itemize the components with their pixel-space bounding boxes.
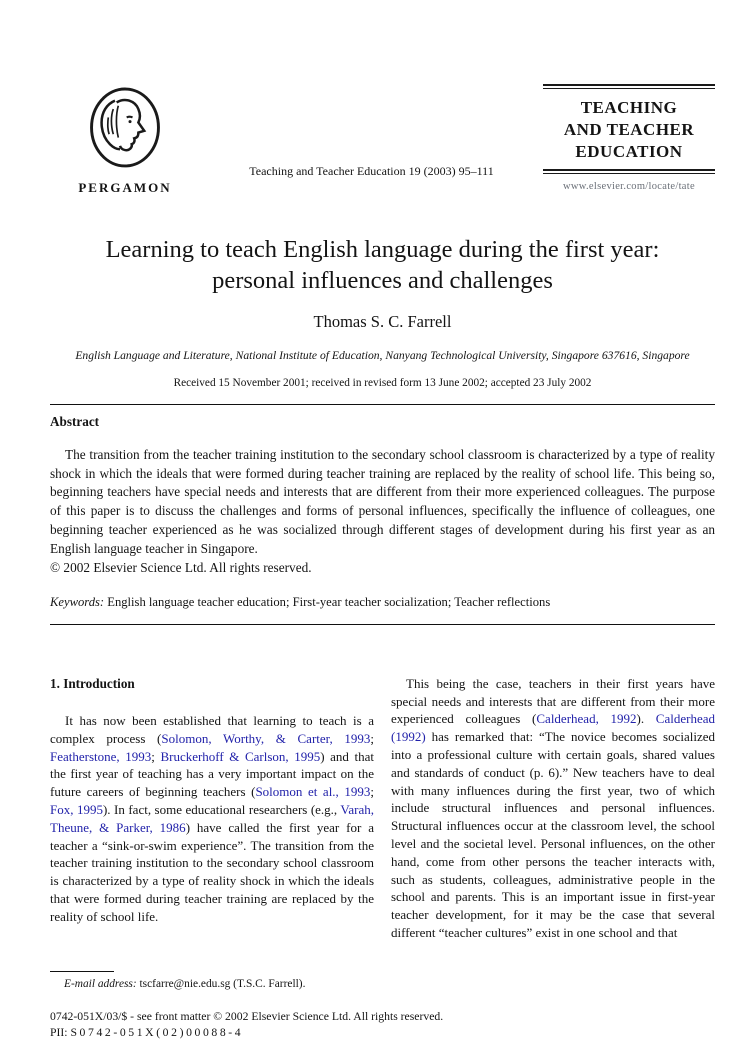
paragraph-text: ; [370, 730, 374, 746]
paragraph-text: ; [151, 748, 161, 764]
footer-issn-line: 0742-051X/03/$ - see front matter © 2002 Elsevier Science Ltd. All rights reserved. [50, 1009, 444, 1023]
abstract-top-rule [50, 404, 715, 405]
paragraph-text: ) and that the first year of teaching has a very important impact on the future careers of beginning teachers ( [50, 748, 374, 800]
citation-link[interactable]: Calderhead, 1992 [536, 711, 637, 727]
body-columns [50, 675, 715, 993]
page-header [50, 84, 715, 196]
author-affiliation: English Language and Literature, National Institute of Education, Nanyang Technological University, Singapore 637616, Singapore [75, 348, 690, 362]
keywords-line [50, 595, 715, 610]
paragraph-text: ). In fact, some educational researchers (e.g., [102, 801, 341, 817]
citation-link[interactable]: Bruckerhoff & Carlson, 1995 [160, 748, 321, 764]
copyright-notice: © 2002 Elsevier Science Ltd. All rights reserved. [50, 559, 312, 575]
journal-banner [543, 84, 715, 192]
paragraph-text: ; [370, 784, 374, 800]
pii-label: PII: [50, 1025, 71, 1039]
journal-citation: Teaching and Teacher Education 19 (2003) 95–111 [249, 164, 494, 178]
pergamon-logo-icon [50, 84, 200, 176]
citation-link[interactable]: Featherstone, 1993 [50, 748, 152, 764]
paper-title [50, 234, 715, 297]
email-footnote [50, 971, 374, 993]
intro-left-paragraph [50, 712, 374, 926]
received-dates: Received 15 November 2001; received in revised form 13 June 2002; accepted 23 July 2002 [173, 376, 592, 389]
column-right [391, 675, 715, 993]
journal-name-line: EDUCATION [575, 142, 683, 162]
intro-right-paragraph [391, 675, 715, 942]
citation-link[interactable]: Solomon et al., 1993 [255, 784, 371, 800]
citation-link[interactable]: Fox, 1995 [50, 801, 103, 817]
email-address-link[interactable]: tscfarre@nie.edu.sg (T.S.C. Farrell). [136, 978, 306, 991]
citation-link[interactable]: Solomon, Worthy, & Carter, 1993 [161, 730, 371, 746]
page-footer [50, 1009, 715, 1040]
footnote-rule [50, 971, 114, 972]
paper-title-line2: personal influences and challenges [212, 267, 553, 295]
paragraph-text: This being the case, teachers in their first years have special needs and interests that are different from their more experienced colleagues ( [391, 675, 715, 727]
footer-pii-line [50, 1025, 715, 1040]
intro-heading: 1. Introduction [50, 675, 135, 691]
keywords-label: Keywords: [50, 594, 105, 609]
abstract-heading: Abstract [50, 413, 100, 429]
citation-link[interactable]: Calderhead (1992) [391, 711, 715, 745]
abstract-bottom-rule [50, 624, 715, 625]
journal-name-line: TEACHING [580, 98, 678, 117]
paragraph-text: ). [636, 711, 656, 727]
citation-link[interactable]: Varah, Theune, & Parker, 1986 [50, 801, 374, 835]
email-label: E-mail address: [64, 978, 137, 991]
paragraph-text: has remarked that: “The novice becomes socialized into a professional culture with certain goals, shared values and standards of conduct (p. 6).” New teachers have to deal with many influences during the first year, two of which include structural influences and personal influences. Structural influences occur at the classroom level, the school level and the societal level. Personal influences, on the other hand, come from other persons the teacher interacts with, such as students, colleagues, administrative people in the school and parents. This is an important issue in first-year teacher development, for it may be the case that several different “teacher cultures” exist in one school and that [391, 729, 715, 940]
column-left [50, 675, 374, 993]
journal-name [543, 89, 715, 169]
journal-url-link[interactable]: www.elsevier.com/locate/tate [563, 181, 695, 193]
publisher-logo-block [50, 84, 200, 196]
author-name: Thomas S. C. Farrell [313, 311, 452, 331]
publisher-name: PERGAMON [78, 180, 172, 195]
journal-name-line: AND TEACHER [563, 120, 695, 140]
paragraph-text: ) have called the first year for a teacher a “sink-or-swim experience”. The transition from the teacher training institution to the secondary school classroom is characterized by a type of reality shock in which the ideals that were formed during teacher training are replaced by the reality of school life. [50, 819, 374, 924]
abstract-text: The transition from the teacher training institution to the secondary school classroom is characterized by a type of reality shock in which the ideals that were formed during teacher training are replaced by the reality of school life. This being so, beginning teachers have special needs and interests that are different from their more experienced colleagues. The purpose of this paper is to discuss the challenges and forms of personal influences, specifically the influence of colleagues, one beginning teacher experienced as he was socialized through different stages of development during his first year as an English language teacher in Singapore. [50, 446, 715, 557]
pii-value: S0742-051X(02)00088-4 [70, 1025, 244, 1039]
paper-title-line1: Learning to teach English language during the first year: [105, 236, 660, 263]
paragraph-text: It has now been established that learning to teach is a complex process ( [50, 712, 374, 746]
keywords-text: English language teacher education; First-year teacher socialization; Teacher reflections [107, 594, 551, 609]
